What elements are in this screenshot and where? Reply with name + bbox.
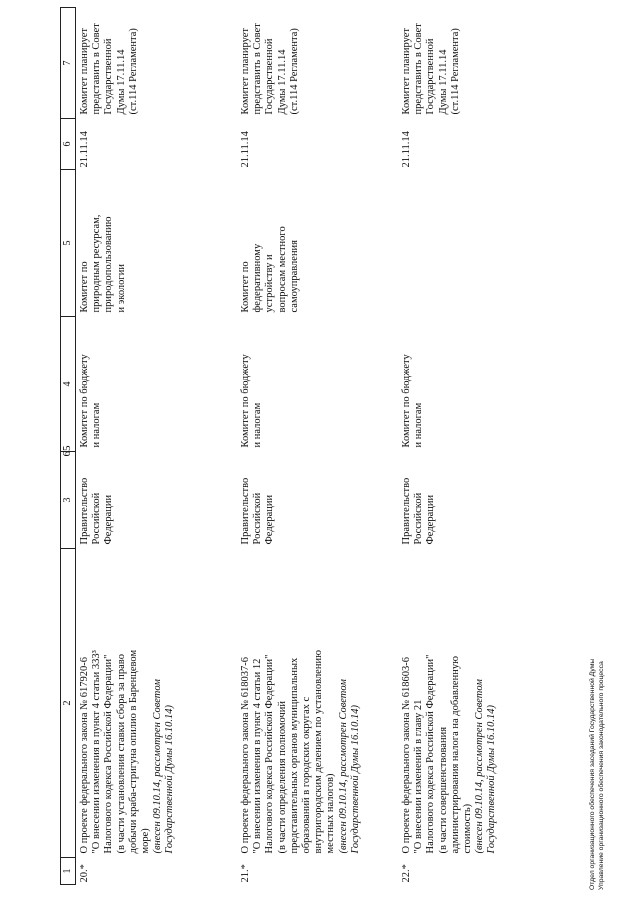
co-executor-line: и экологии [115,264,127,313]
bill-description [76,549,238,858]
co-executor [76,170,238,317]
plan-line: представить в Совет [91,23,103,115]
bill-text-line: Налогового кодекса Российской Федерации" [103,654,115,854]
responsible-line: и налогам [413,402,425,448]
initiator-line: Федерации [264,494,276,545]
column-number: 4 [61,317,76,452]
co-executor [398,170,551,317]
initiator-line: Правительство [240,477,251,545]
plan-line: Думы 17.11.14 [115,49,127,115]
plan-line: (ст.114 Регламента) [449,28,461,115]
column-number: 1 [61,858,76,885]
initiator [76,452,238,549]
bill-text-line: О проекте федерального закона № 617920-6 [79,656,90,854]
responsible-committee [237,317,398,452]
bill-text-line: добычи краба-стригуна опилио в Баренцевом [127,649,139,854]
bill-description [237,549,398,858]
page-number: 65 [61,445,73,457]
co-executor-line: Комитет по [79,261,90,313]
initiator [237,452,398,549]
bill-text-line: Налогового кодекса Российской Федерации" [264,654,276,854]
table-row [76,8,238,885]
responsible-line: Комитет по бюджету [240,354,251,448]
bill-note-line: (внесен 09.10.14, рассмотрен Советом [152,679,164,854]
bill-text-line: "О внесении изменения в пункт 4 статьи 12 [252,658,264,854]
row-number: 21.* [240,864,251,883]
bill-note-line: Государственной Думы 16.10.14) [349,705,361,854]
bill-text-line: представительных органов муниципальных [288,657,300,854]
initiator-line: Правительство [79,477,90,545]
initiator-line: Российской [91,492,103,545]
co-executor-line: Комитет по [240,261,251,313]
initiator-line: Российской [413,492,425,545]
bill-text-line: (в части определения полномочий [276,700,288,854]
bill-text-line: стоимость) [462,803,474,854]
review-date: 21.11.14 [401,131,412,168]
bill-text-line: Налогового кодекса Российской Федерации" [425,654,437,854]
row-number: 20.* [79,864,90,883]
plan-line: (ст.114 Регламента) [127,28,139,115]
row-number: 22.* [401,864,412,883]
plan-line: Комитет планирует [401,28,412,115]
responsible-line: Комитет по бюджету [79,354,90,448]
initiator-line: Федерации [103,494,115,545]
bill-text-line: (в части совершенствования [437,726,449,854]
plan-line: Комитет планирует [79,28,90,115]
bill-text-line: море) [140,828,152,854]
plan-line: Государственной [264,38,276,115]
bill-text-line: О проекте федерального закона № 618037-6 [240,656,251,854]
table-row [237,8,398,885]
plan-line: представить в Совет [252,23,264,115]
responsible-line: Комитет по бюджету [401,354,412,448]
footer-department: Отдел организационного обеспечения заседаний Государственной Думы [589,658,596,890]
table-row [398,8,551,885]
bill-note-line: Государственной Думы 16.10.14) [486,705,498,854]
co-executor-line: природным ресурсам, [91,214,103,313]
plan-line: Государственной [103,38,115,115]
page-footer [588,560,624,890]
bill-text-line: (в части установления ставки сбора за право [115,654,127,854]
bill-text-line: "О внесении изменения в пункт 4 статьи 333³ [91,650,103,854]
initiator-line: Федерации [425,494,437,545]
plan-line: представить в Совет [413,23,425,115]
column-numbers-row [61,8,76,885]
co-executor-line: вопросам местного [276,226,288,313]
column-number: 3 [61,452,76,549]
bill-text-line: "О внесении изменений в главу 21 [413,699,425,854]
co-executor-line: федеративному [252,243,264,313]
responsible-committee [398,317,551,452]
review-date: 21.11.14 [79,131,90,168]
footer-directorate: Управление организационного обеспечения законодательного процесса [598,661,605,890]
co-executor-line: самоуправления [288,239,300,313]
co-executor-line: природопользованию [103,216,115,313]
bill-note-line: (внесен 09.10.14, рассмотрен Советом [337,679,349,854]
column-number: 6 [61,119,76,170]
bill-text-line: образований в городских округах с [301,696,313,854]
co-executor [237,170,398,317]
plan-line: Государственной [425,38,437,115]
review-date: 21.11.14 [240,131,251,168]
plan-note [398,8,551,119]
bill-table-sheet [60,15,600,885]
plan-line: (ст.114 Регламента) [288,28,300,115]
plan-note [237,8,398,119]
responsible-committee [76,317,238,452]
initiator-line: Правительство [401,477,412,545]
plan-line: Думы 17.11.14 [437,49,449,115]
plan-line: Думы 17.11.14 [276,49,288,115]
plan-note [76,8,238,119]
bill-text-line: внутригородским делением по установлению [313,650,325,854]
initiator-line: Российской [252,492,264,545]
bill-text-line: администрирования налога на добавленную [449,656,461,854]
bill-note-line: (внесен 09.10.14, рассмотрен Советом [474,679,486,854]
co-executor-line: устройству и [264,254,276,313]
plan-line: Комитет планирует [240,28,251,115]
column-number: 7 [61,8,76,119]
bill-note-line: Государственной Думы 16.10.14) [164,705,176,854]
bills-table [60,7,551,885]
responsible-line: и налогам [252,402,264,448]
responsible-line: и налогам [91,402,103,448]
initiator [398,452,551,549]
column-number: 5 [61,170,76,317]
bill-text-line: О проекте федерального закона № 618603-6 [401,656,412,854]
bill-description [398,549,551,858]
column-number: 2 [61,549,76,858]
bill-text-line: местных налогов) [325,773,337,854]
